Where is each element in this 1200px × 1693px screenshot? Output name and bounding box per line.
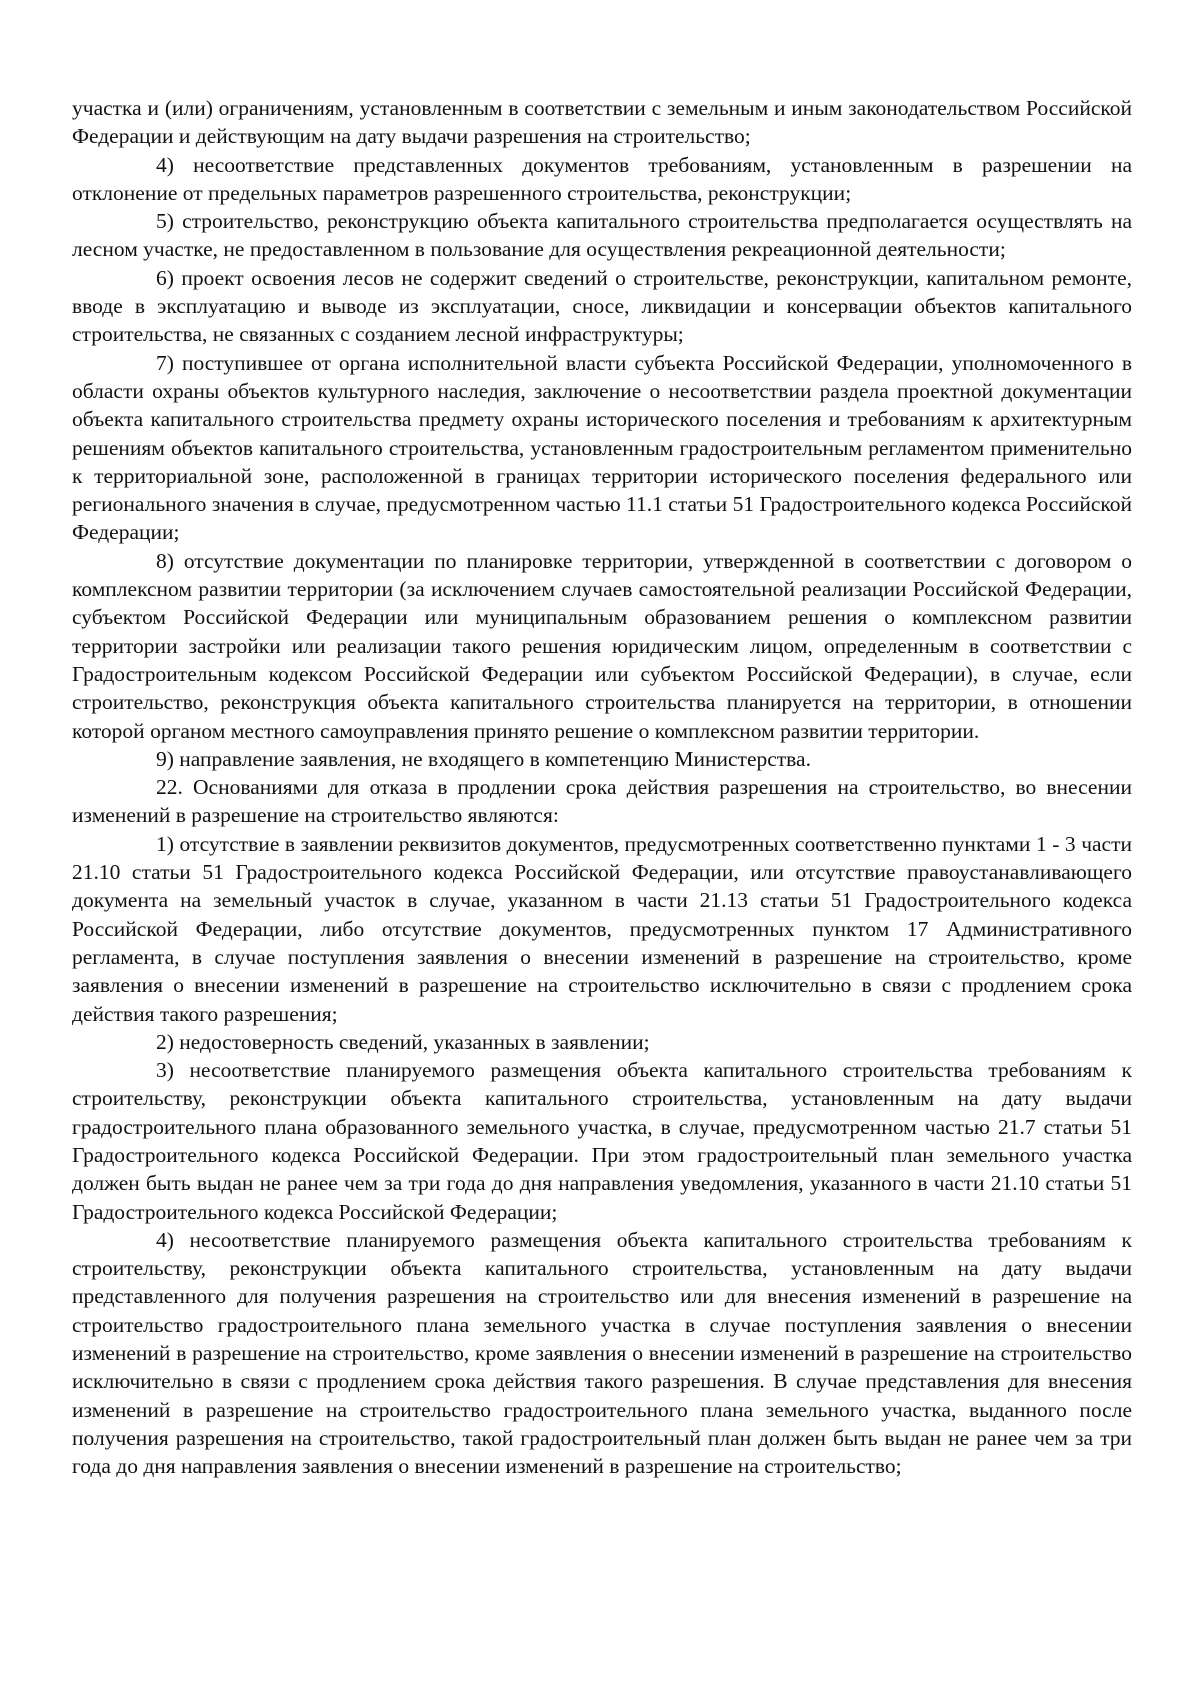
paragraph: 6) проект освоения лесов не содержит сведений о строительстве, реконструкции, капитальном ремонте, вводе в эксплуатацию и выводе из эксплуатации, сносе, ликвидации и консервации объектов капитального строительства, не связанных с созданием лесной инфраструктуры; [72, 265, 1132, 347]
paragraph: 7) поступившее от органа исполнительной власти субъекта Российской Федерации, уполномоченного в области охраны объектов культурного наследия, заключение о несоответствии раздела проектной документации объекта капитального строительства предмету охраны исторического поселения и требованиям к архитектурным решениям объектов капитального строительства, установленным градостроительным регламентом применительно к территориальной зоне, расположенной в границах территории исторического поселения федерального или регионального значения в случае, предусмотренном частью 11.1 статьи 51 Градостроительного кодекса Российской Федерации; [72, 350, 1132, 545]
paragraph: 3) несоответствие планируемого размещения объекта капитального строительства требованиям к строительству, реконструкции объекта капитального строительства, установленным на дату выдачи градостроительного плана образованного земельного участка, в случае, предусмотренном частью 21.7 статьи 51 Градостроительного кодекса Российской Федерации. При этом градостроительный план земельного участка должен быть выдан не ранее чем за три года до дня направления уведомления, указанного в части 21.10 статьи 51 Градостроительного кодекса Российской Федерации; [72, 1058, 1132, 1224]
paragraph: участка и (или) ограничениям, установленным в соответствии с земельным и иным законодательством Российской Федерации и действующим на дату выдачи разрешения на строительство; [72, 96, 1132, 149]
paragraph: 1) отсутствие в заявлении реквизитов документов, предусмотренных соответственно пунктами 1 - 3 части 21.10 статьи 51 Градостроительного кодекса Российской Федерации, или отсутствие правоустанавливающего документа на земельный участок в случае, указанном в части 21.13 статьи 51 Градостроительного кодекса Российской Федерации, либо отсутствие документов, предусмотренных пунктом 17 Административного регламента, в случае поступления заявления о внесении изменений в разрешение на строительство, кроме заявления о внесении изменений в разрешение на строительство исключительно в связи с продлением срока действия такого разрешения; [72, 831, 1132, 1026]
section-paragraph: 22. Основаниями для отказа в продлении срока действия разрешения на строительство, во внесении изменений в разрешение на строительство являются: [72, 775, 1132, 828]
paragraph: 8) отсутствие документации по планировке территории, утвержденной в соответствии с договором о комплексном развитии территории (за исключением случаев самостоятельной реализации Российской Федерации, субъектом Российской Федерации или муниципальным образованием решения о комплексном развитии территории застройки или реализации такого решения юридическим лицом, определенным в соответствии с Градостроительным кодексом Российской Федерации или субъектом Российской Федерации), в случае, если строительство, реконструкция объекта капитального строительства планируется на территории, в отношении которой органом местного самоуправления принято решение о комплексном развитии территории. [72, 548, 1132, 743]
paragraph: 5) строительство, реконструкцию объекта капитального строительства предполагается осуществлять на лесном участке, не предоставленном в пользование для осуществления рекреационной деятельности; [72, 209, 1132, 262]
paragraph: 4) несоответствие представленных документов требованиям, установленным в разрешении на отклонение от предельных параметров разрешенного строительства, реконструкции; [72, 152, 1132, 205]
paragraph: 9) направление заявления, не входящего в компетенцию Министерства. [156, 746, 811, 771]
paragraph: 2) недостоверность сведений, указанных в заявлении; [156, 1029, 650, 1054]
paragraph: 4) несоответствие планируемого размещения объекта капитального строительства требованиям к строительству, реконструкции объекта капитального строительства, установленным на дату выдачи представленного для получения разрешения на строительство или для внесения изменений в разрешение на строительство градостроительного плана земельного участка в случае поступления заявления о внесении изменений в разрешение на строительство, кроме заявления о внесении изменений в разрешение на строительство исключительно в связи с продлением срока действия такого разрешения. В случае представления для внесения изменений в разрешение на строительство градостроительного плана земельного участка, выданного после получения разрешения на строительство, такой градостроительный план должен быть выдан не ранее чем за три года до дня направления заявления о внесении изменений в разрешение на строительство; [72, 1227, 1132, 1479]
